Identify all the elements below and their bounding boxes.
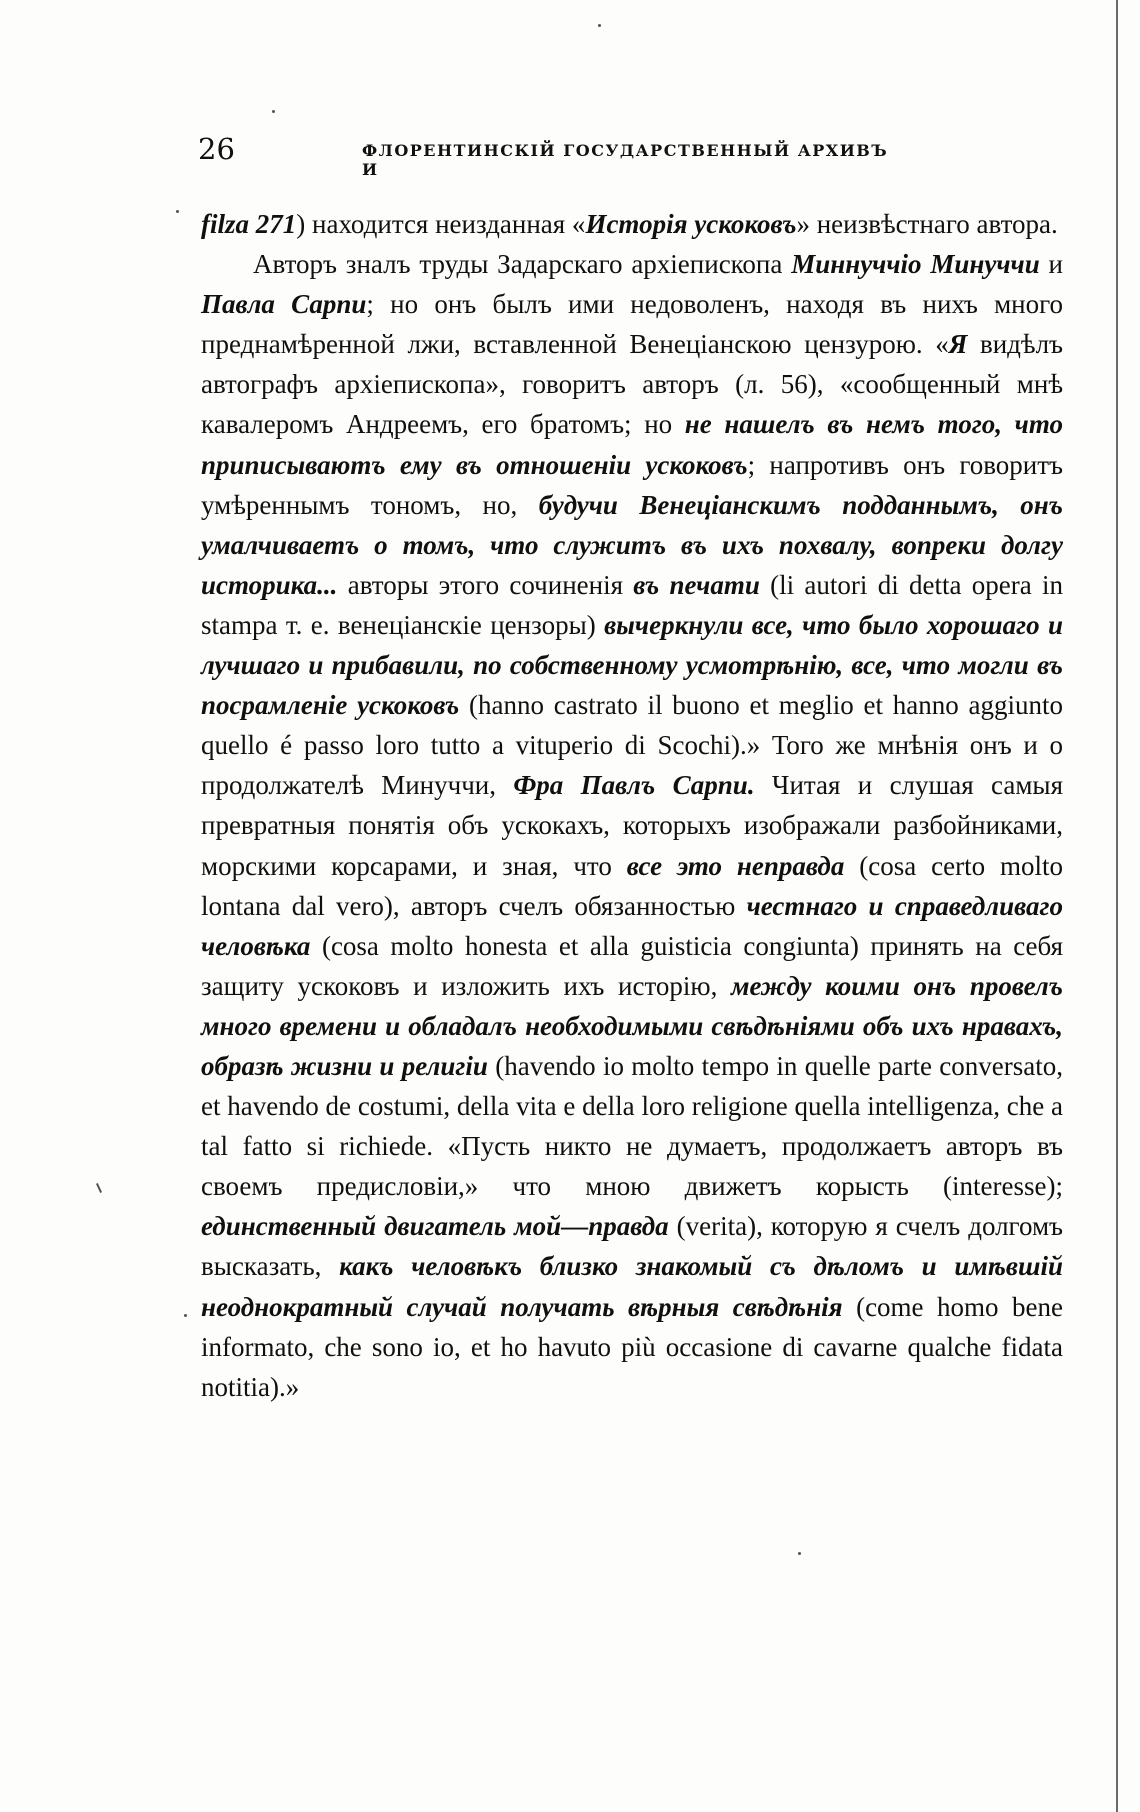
scan-speck <box>798 1552 801 1555</box>
scan-speck <box>272 110 275 113</box>
citation-reference: filza 271 <box>201 209 297 239</box>
text-run: Авторъ зналъ труды Задарскаго архіепископа <box>253 249 792 280</box>
text-run: (come homo bene informato, che sono io, et ho havuto più occasione di cavarne qualche fidata notitia).» <box>201 1291 1063 1402</box>
emphasis-run: все это неправда <box>626 850 845 881</box>
page-header <box>198 132 898 179</box>
emphasis-run: какъ человѣкъ близко знакомый съ дѣломъ и имѣвшій неоднократный случай получать вѣрныя свѣдѣнія <box>201 1251 1063 1322</box>
text-run: (li autori di detta opera in stampa т. е. венеціанскіе цензоры) <box>201 569 1063 640</box>
text-run: (cosa certo molto lontana dal vero), авторъ счелъ обязанностью <box>201 850 1063 921</box>
emphasis-run: въ печати <box>633 569 760 600</box>
emphasis-run: вычеркнули все, что было хорошаго и лучшаго и прибавили, по собственному усмотрѣнію, все, что могли въ посрамленіе ускоковъ <box>201 609 1063 721</box>
emphasis-run: Я <box>948 329 968 360</box>
emphasis-run: единственный двигатель мой—правда <box>201 1211 669 1242</box>
work-title: Исторія ускоковъ <box>585 209 797 239</box>
text-run: ; но онъ былъ ими недоволенъ, находя въ нихъ много преднамѣренной лжи, вставленной Венеціанскою цензурою. « <box>201 289 1064 360</box>
body-text <box>201 204 1063 1407</box>
text-run: (hanno castrato il buono et meglio et hanno aggiunto quello é passo loro tutto a vituperio di Scochi).» Того же мнѣнія онъ и о продолжателѣ Минуччи, <box>201 690 1063 801</box>
person-name: Миннуччіо Минуччи <box>791 249 1040 280</box>
emphasis-run: честнаго и справедливаго человѣка <box>201 890 1063 961</box>
text-run: Читая и слушая самыя превратныя понятія объ ускокахъ, которыхъ изображали разбойниками, морскими корсарами, и зная, что <box>201 770 1063 881</box>
emphasis-run: не нашелъ въ немъ того, что приписываютъ ему въ отношеніи ускоковъ <box>201 409 1063 480</box>
scan-speck <box>176 210 179 213</box>
text-run: » неизвѣстнаго автора. <box>796 209 1058 239</box>
scan-edge-line <box>1116 0 1118 1812</box>
running-title: ФЛОРЕНТИНСКІЙ ГОСУДАРСТВЕННЫЙ АРХИВЪ И <box>362 141 889 179</box>
text-run: и <box>1039 249 1063 280</box>
emphasis-run: между коими онъ провелъ много времени и обладалъ необходимыми свѣдѣніями объ ихъ нравахъ, образѣ жизни и религіи <box>201 970 1063 1081</box>
paragraph-continued <box>201 204 1063 244</box>
text-run: ; напротивъ онъ говоритъ умѣреннымъ тономъ, но, <box>201 449 1063 520</box>
text-run: ) находится неизданная « <box>296 209 586 239</box>
paragraph-main <box>201 244 1063 1407</box>
emphasis-run: будучи Венеціанскимъ подданнымъ, онъ умалчиваетъ о томъ, что служитъ въ ихъ похвалу, вопреки долгу историка... <box>201 489 1063 600</box>
text-run: (verita), которую я счелъ долгомъ высказать, <box>201 1211 1063 1282</box>
scan-speck <box>96 1183 102 1193</box>
scan-speck <box>184 1314 187 1317</box>
page-number: 26 <box>198 132 235 166</box>
person-name: Фра Павлъ Сарпи. <box>513 770 755 801</box>
text-run: авторы этого сочиненія <box>337 569 634 600</box>
text-run: видѣлъ автографъ архіепископа», говоритъ авторъ (л. 56), «сообщенный мнѣ кавалеромъ Андреемъ, его братомъ; но <box>201 329 1064 440</box>
text-run: (cosa molto honesta et alla guisticia congiunta) принять на себя защиту ускоковъ и изложить ихъ исторію, <box>201 930 1063 1001</box>
person-name: Павла Сарпи <box>201 289 367 320</box>
text-run: (havendo io molto tempo in quelle parte conversato, et havendo de costumi, della vita e della loro religione quella intelligenza, che a tal fatto si richiede. «Пусть никто не думаетъ, продолжаетъ авторъ въ своемъ предисловіи,» что мною движетъ корысть (interesse); <box>201 1050 1063 1202</box>
scan-speck <box>598 24 601 27</box>
